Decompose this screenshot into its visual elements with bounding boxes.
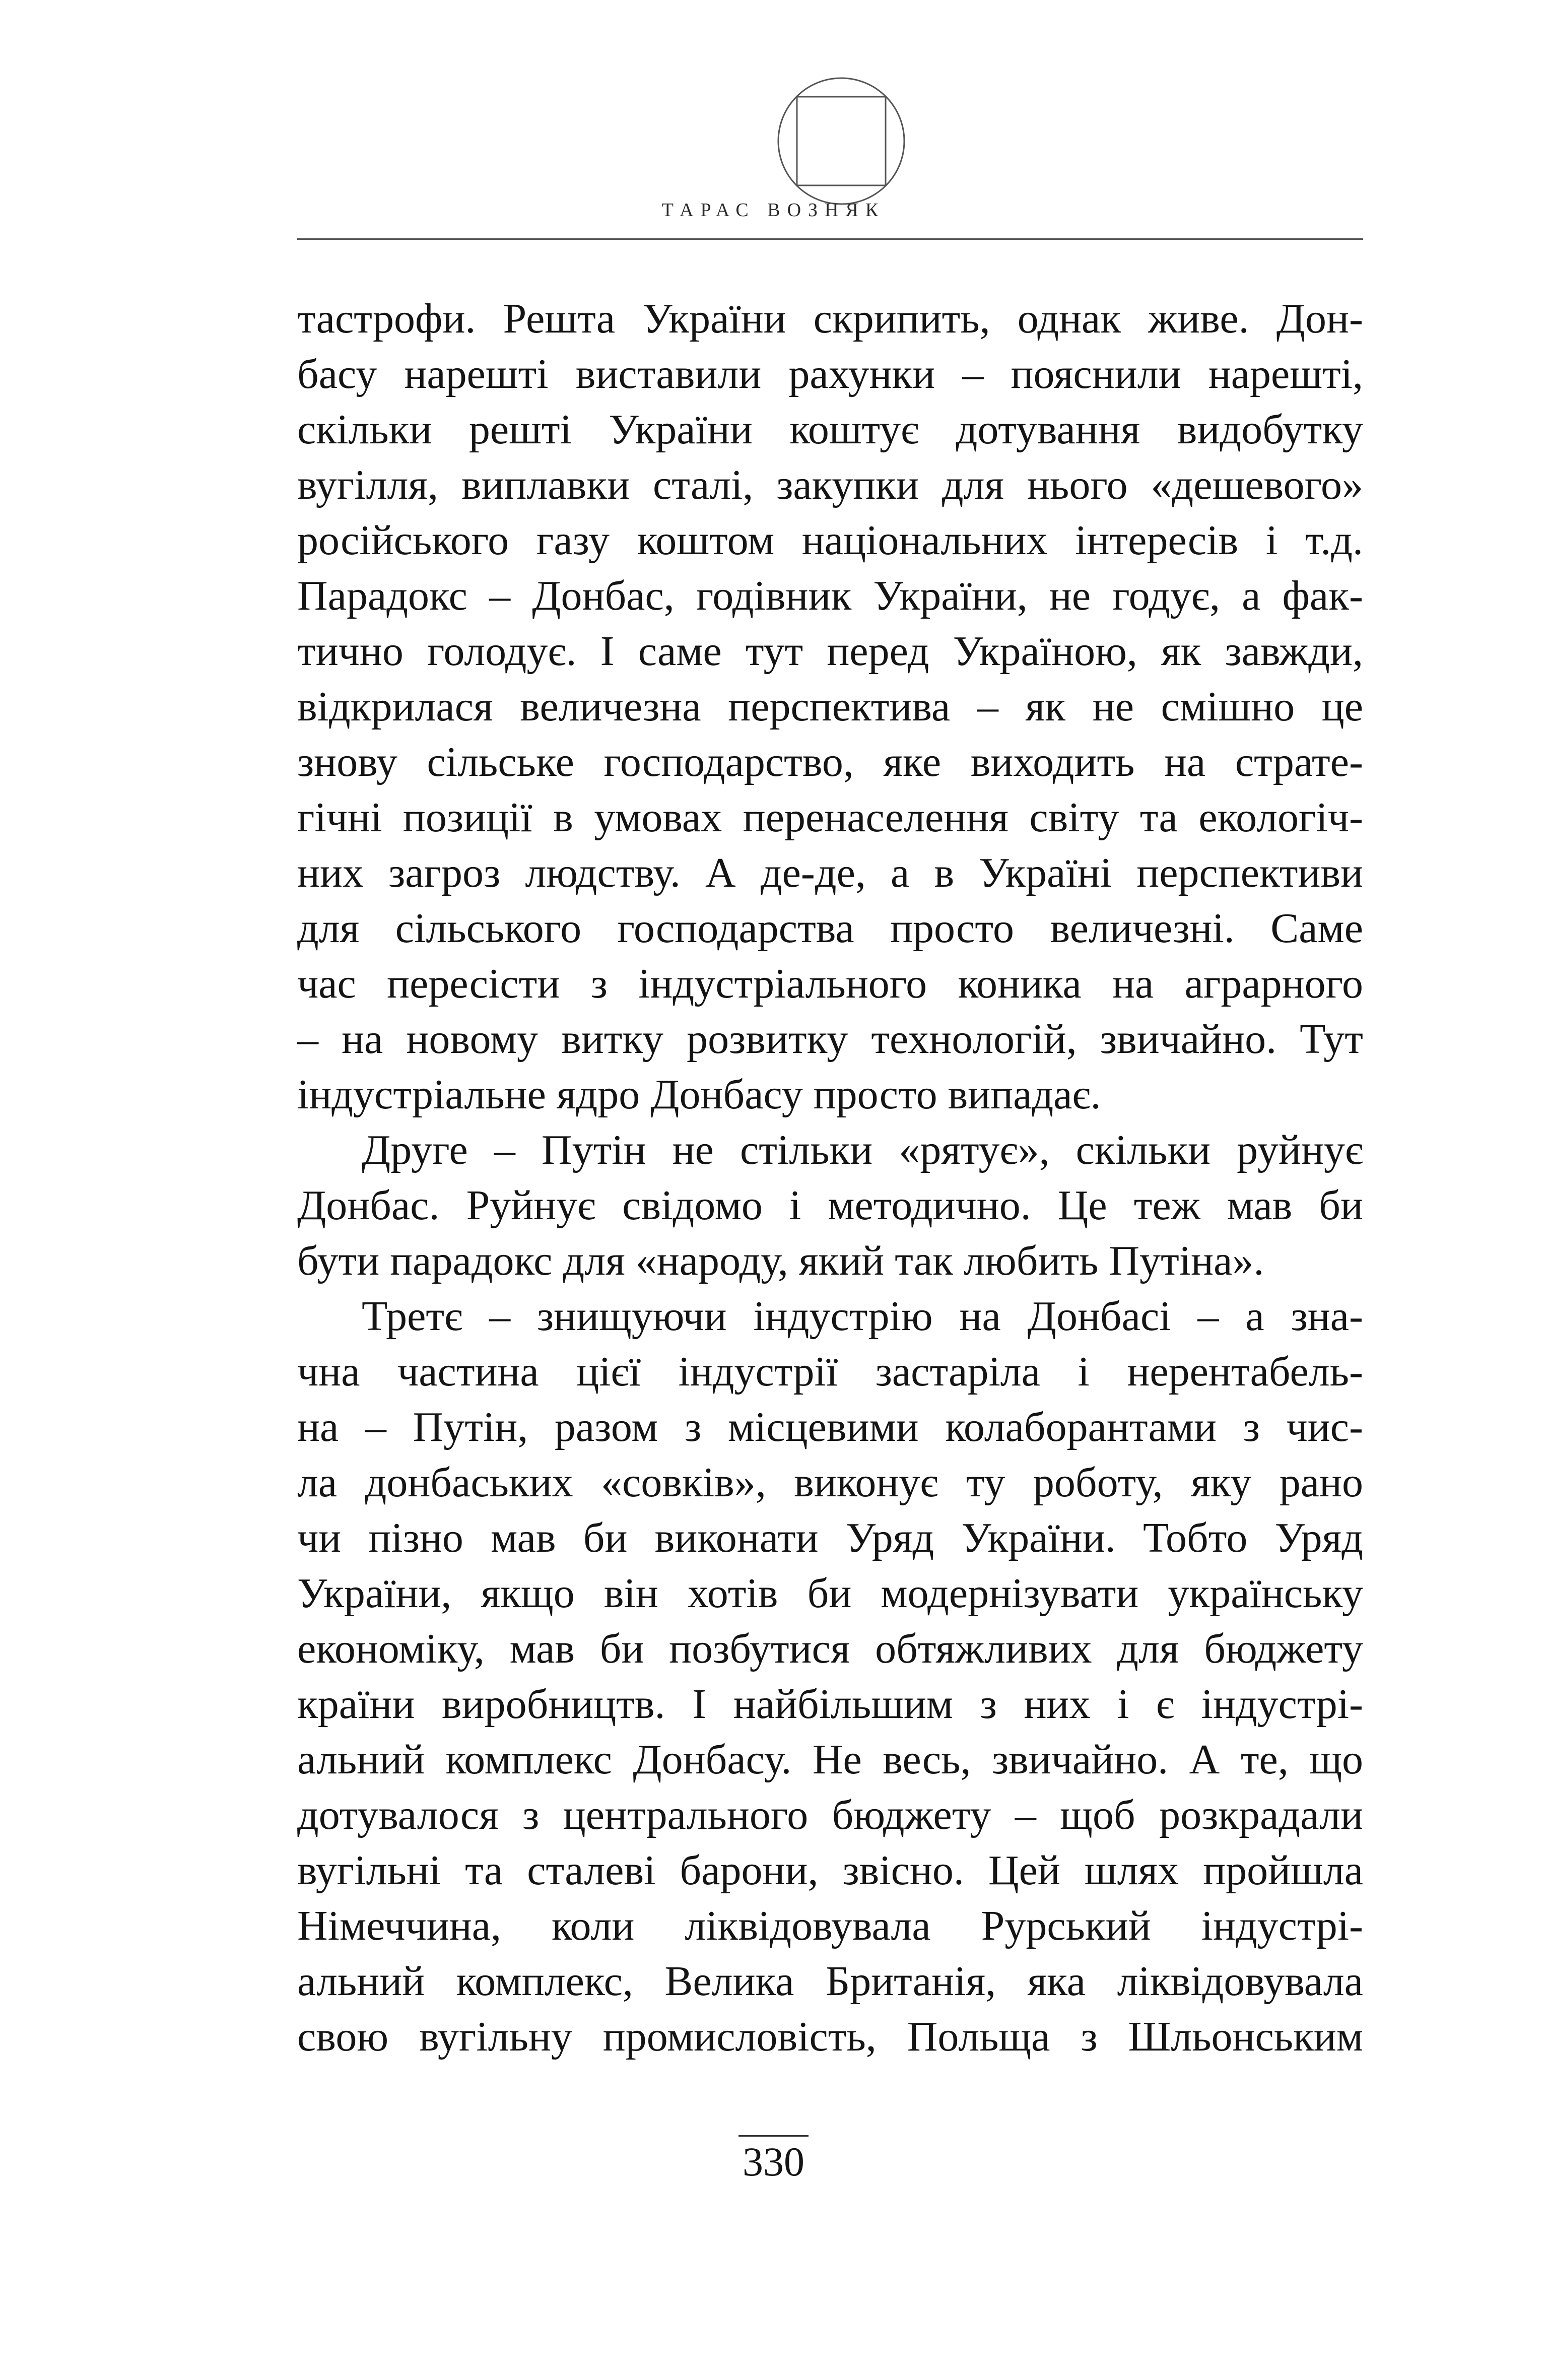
text-line: дотувалося з центрального бюджету – щоб розкрадали bbox=[297, 1792, 1363, 1838]
text-line: басу нарешті виставили рахунки – пояснили нарешті, bbox=[297, 351, 1363, 398]
text-line: відкрилася величезна перспектива – як не смішно це bbox=[297, 683, 1363, 730]
body-text bbox=[297, 291, 1363, 2065]
page-number bbox=[0, 2135, 1547, 2187]
paragraph-1 bbox=[297, 291, 1363, 1122]
text-line: тично голодує. І саме тут перед Україною, як завжди, bbox=[297, 628, 1363, 675]
header-rule bbox=[297, 238, 1363, 240]
text-line: Друге – Путін не стільки «рятує», скільки руйнує bbox=[362, 1127, 1363, 1173]
text-line: економіку, мав би позбутися обтяжливих для бюджету bbox=[297, 1625, 1363, 1672]
text-line: Донбас. Руйнує свідомо і методично. Це теж мав би bbox=[297, 1182, 1363, 1229]
running-head-author: ТАРАС ВОЗНЯК bbox=[661, 200, 886, 221]
text-line: гічні позиції в умовах перенаселення світу та екологіч- bbox=[297, 794, 1363, 841]
paragraph-3 bbox=[297, 1289, 1363, 2065]
text-line: російського газу коштом національних інтересів і т.д. bbox=[297, 517, 1363, 564]
page-number-label: 330 bbox=[738, 2135, 809, 2187]
text-line: вугільні та сталеві барони, звісно. Цей шлях пройшла bbox=[297, 1847, 1363, 1894]
text-line: індустріальне ядро Донбасу просто випадає. bbox=[297, 1071, 1101, 1118]
text-line: – на новому витку розвитку технологій, звичайно. Тут bbox=[297, 1016, 1363, 1063]
text-line: Третє – знищуючи індустрію на Донбасі – а зна- bbox=[362, 1293, 1363, 1340]
text-line: вугілля, виплавки сталі, закупки для нього «дешевого» bbox=[297, 461, 1363, 508]
text-line: скільки решті України коштує дотування видобутку bbox=[297, 406, 1363, 453]
paragraph-2 bbox=[297, 1122, 1363, 1289]
text-line: ла донбаських «совків», виконує ту роботу, яку рано bbox=[297, 1459, 1363, 1506]
text-line: знову сільське господарство, яке виходить на страте- bbox=[297, 739, 1363, 785]
text-line: бути парадокс для «народу, який так любить Путіна». bbox=[297, 1237, 1264, 1284]
text-line: них загроз людству. А де-де, а в Україні перспективи bbox=[297, 849, 1363, 896]
text-line: альний комплекс, Велика Британія, яка ліквідовувала bbox=[297, 1958, 1363, 2005]
text-line: альний комплекс Донбасу. Не весь, звичайно. А те, що bbox=[297, 1736, 1363, 1783]
text-line: країни виробництв. І найбільшим з них і є індустрі- bbox=[297, 1681, 1363, 1728]
text-line: для сільського господарства просто величезні. Саме bbox=[297, 905, 1363, 952]
text-line: України, якщо він хотів би модернізувати українську bbox=[297, 1570, 1363, 1617]
text-line: Парадокс – Донбас, годівник України, не годує, а фак- bbox=[297, 572, 1363, 619]
circle-square-emblem-icon bbox=[771, 71, 912, 212]
text-line: Німеччина, коли ліквідовувала Рурський індустрі- bbox=[297, 1902, 1363, 1949]
text-line: тастрофи. Решта України скрипить, однак живе. Дон- bbox=[297, 295, 1363, 342]
text-line: час пересісти з індустріального коника на аграрного bbox=[297, 960, 1363, 1007]
text-line: свою вугільну промисловість, Польща з Шльонським bbox=[297, 2013, 1363, 2060]
text-line: чи пізно мав би виконати Уряд України. Тобто Уряд bbox=[297, 1514, 1363, 1561]
text-line: на – Путін, разом з місцевими колаборантами з чис- bbox=[297, 1404, 1363, 1450]
text-line: чна частина цієї індустрії застаріла і нерентабель- bbox=[297, 1348, 1363, 1395]
